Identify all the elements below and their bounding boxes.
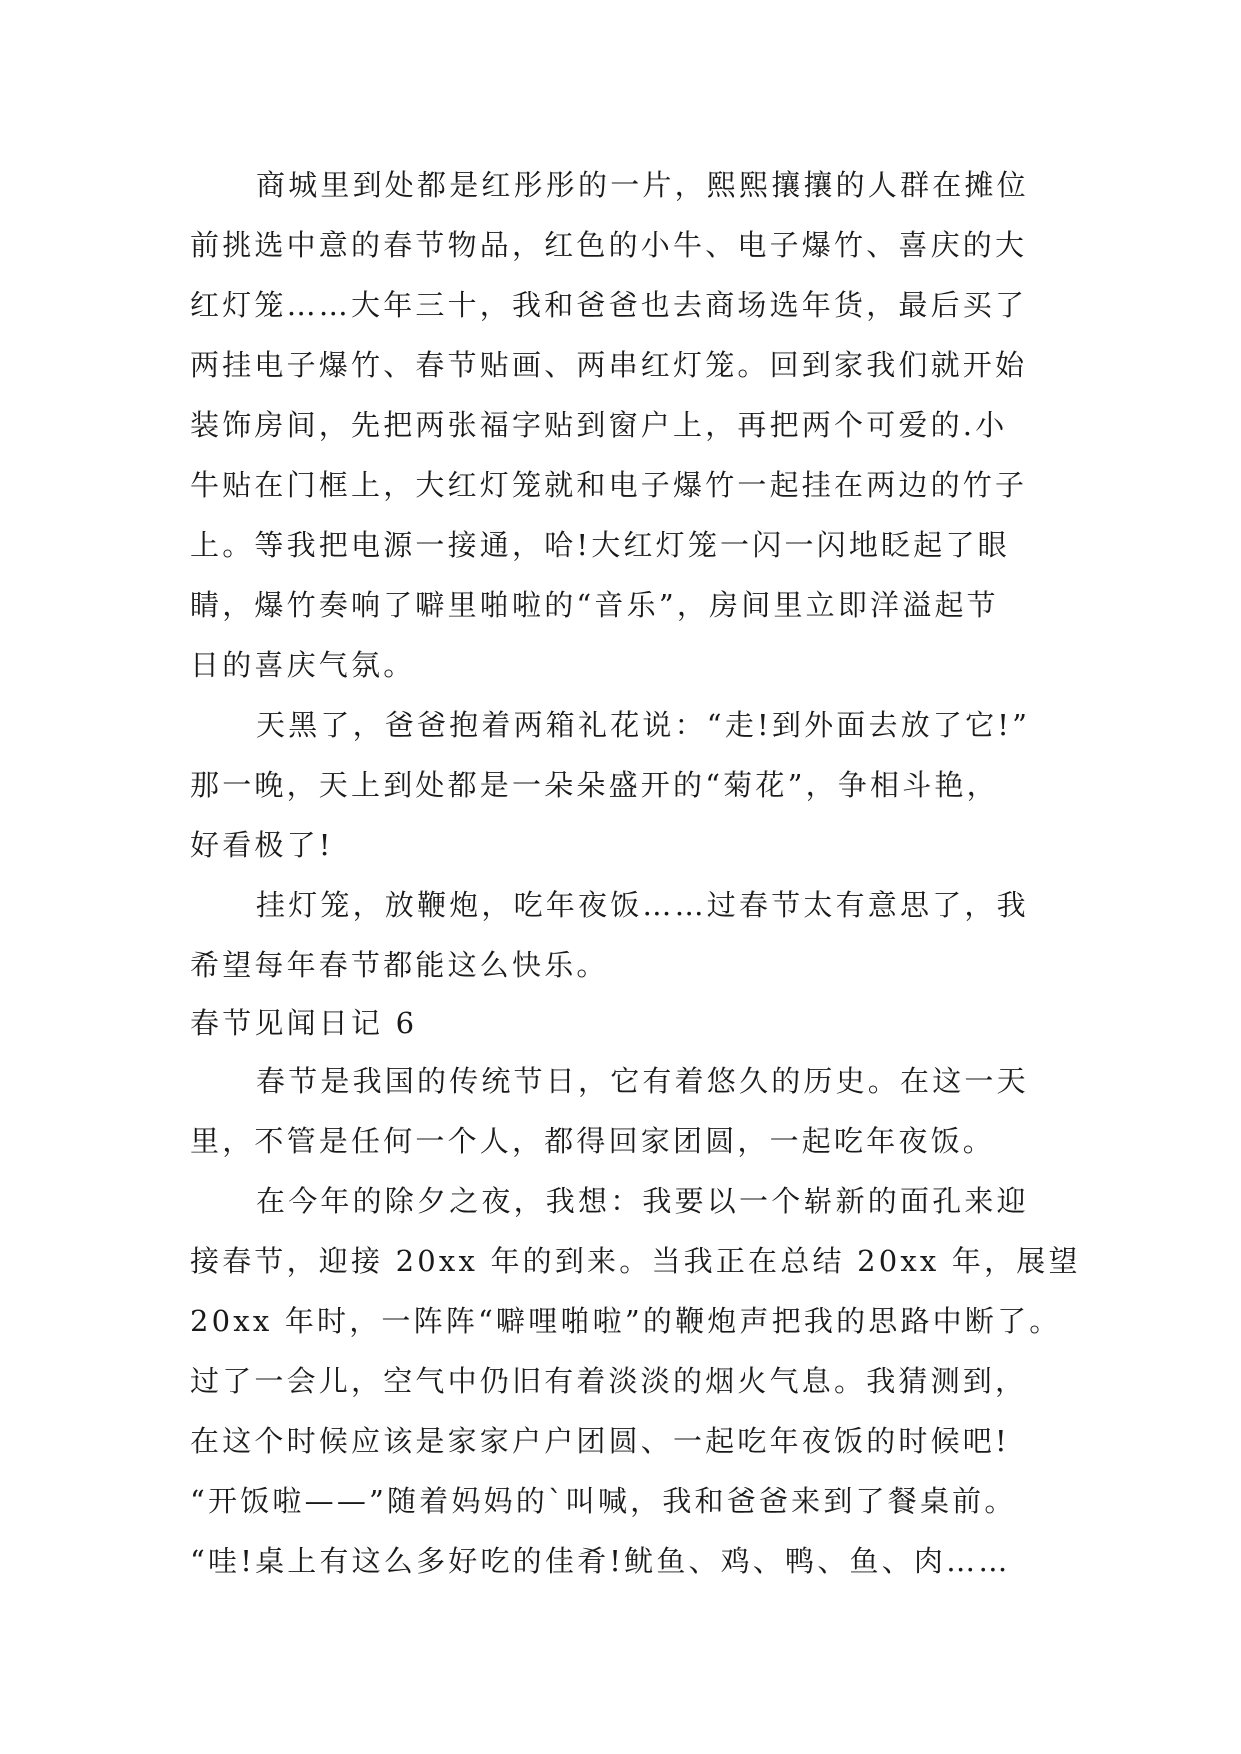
text-line: 两挂电子爆竹、春节贴画、两串红灯笼。回到家我们就开始 bbox=[190, 348, 1028, 382]
text-line: 日的喜庆气氛。 bbox=[190, 648, 416, 682]
text-line: 牛贴在门框上，大红灯笼就和电子爆竹一起挂在两边的竹子 bbox=[190, 468, 1028, 502]
text-line: 上。等我把电源一接通，哈!大红灯笼一闪一闪地眨起了眼 bbox=[190, 528, 1010, 562]
text-line: 接春节，迎接 20xx 年的到来。当我正在总结 20xx 年，展望 bbox=[190, 1244, 1081, 1278]
text-line: 装饰房间，先把两张福字贴到窗户上，再把两个可爱的.小 bbox=[190, 408, 1008, 442]
text-line: “开饭啦——”随着妈妈的`叫喊，我和爸爸来到了餐桌前。 bbox=[190, 1484, 1017, 1518]
text-line: 在这个时候应该是家家户户团圆、一起吃年夜饭的时候吧! bbox=[190, 1424, 1010, 1458]
text-line: 商城里到处都是红彤彤的一片，熙熙攘攘的人群在摊位 bbox=[256, 168, 1029, 202]
text-line: “哇!桌上有这么多好吃的佳肴!鱿鱼、鸡、鸭、鱼、肉…… bbox=[190, 1544, 1011, 1578]
text-line: 天黑了，爸爸抱着两箱礼花说：“走!到外面去放了它!” bbox=[256, 708, 1031, 742]
text-line: 睛，爆竹奏响了噼里啪啦的“音乐”，房间里立即洋溢起节 bbox=[190, 588, 999, 622]
text-line: 里，不管是任何一个人，都得回家团圆，一起吃年夜饭。 bbox=[190, 1124, 996, 1158]
text-line: 希望每年春节都能这么快乐。 bbox=[190, 948, 609, 982]
text-line: 前挑选中意的春节物品，红色的小牛、电子爆竹、喜庆的大 bbox=[190, 228, 1028, 262]
section-heading: 春节见闻日记 6 bbox=[190, 1006, 418, 1040]
text-line: 20xx 年时，一阵阵“噼哩啪啦”的鞭炮声把我的思路中断了。 bbox=[190, 1304, 1062, 1338]
text-line: 在今年的除夕之夜，我想：我要以一个崭新的面孔来迎 bbox=[256, 1184, 1029, 1218]
text-line: 好看极了! bbox=[190, 828, 334, 862]
text-line: 那一晚，天上到处都是一朵朵盛开的“菊花”，争相斗艳， bbox=[190, 768, 999, 802]
text-line: 春节是我国的传统节日，它有着悠久的历史。在这一天 bbox=[256, 1064, 1029, 1098]
text-line: 过了一会儿，空气中仍旧有着淡淡的烟火气息。我猜测到， bbox=[190, 1364, 1028, 1398]
text-line: 挂灯笼，放鞭炮，吃年夜饭……过春节太有意思了，我 bbox=[256, 888, 1029, 922]
text-line: 红灯笼……大年三十，我和爸爸也去商场选年货，最后买了 bbox=[190, 288, 1028, 322]
